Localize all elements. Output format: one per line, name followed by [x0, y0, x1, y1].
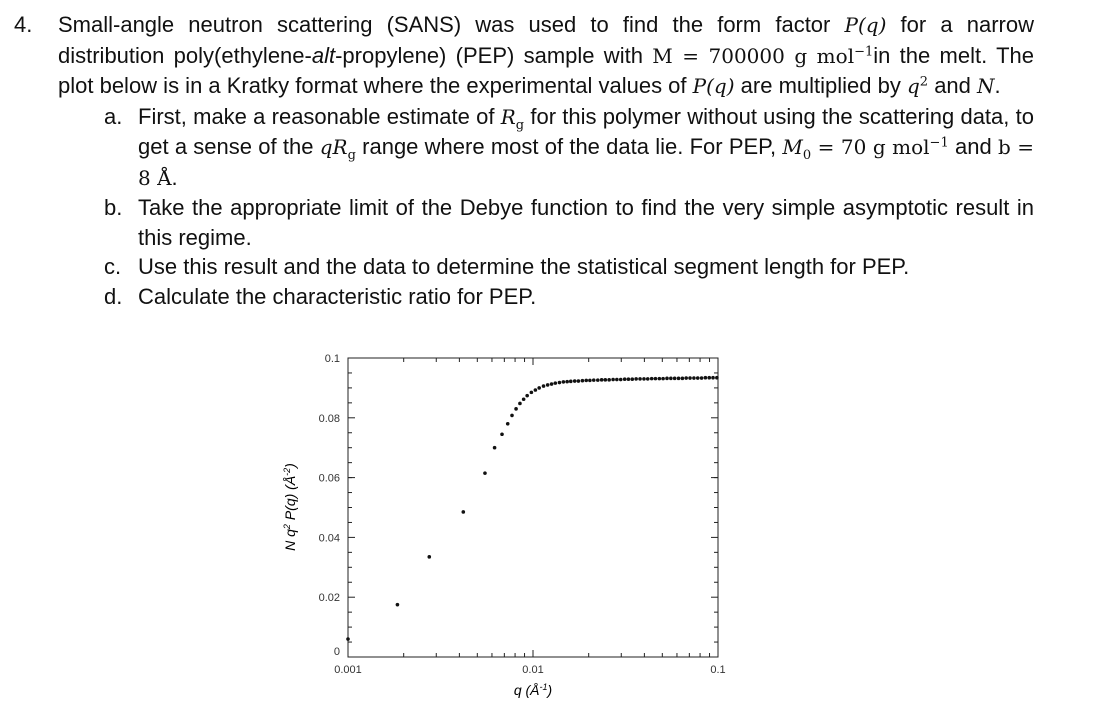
plot-frame [348, 358, 718, 657]
y-tick-label: 0.04 [318, 532, 340, 545]
data-point [707, 376, 711, 380]
math-R-sub: g [515, 117, 525, 133]
data-point [681, 377, 685, 381]
x-tick-label: 0.1 [710, 664, 726, 676]
data-point [493, 446, 497, 450]
intro-alt: alt [311, 42, 336, 68]
data-point [623, 377, 627, 381]
data-point [688, 376, 692, 380]
data-point [646, 377, 650, 381]
part-c [104, 252, 1034, 282]
data-point [569, 380, 573, 384]
data-point [692, 376, 696, 380]
data-point [642, 377, 646, 381]
y-tick-label: 0 [333, 646, 340, 658]
part-a-label: a. [104, 103, 123, 129]
math-b: b = 8 Å [138, 135, 1034, 190]
problem-intro-text [58, 10, 1034, 102]
data-point [483, 471, 487, 475]
data-point [554, 381, 558, 385]
data-point [506, 422, 510, 426]
data-point [565, 380, 569, 384]
part-a-t3: range where most of the data lie. For PEP, [362, 134, 777, 159]
data-point [684, 376, 688, 380]
part-c-label: c. [104, 254, 122, 279]
x-tick-label: 0.01 [522, 664, 544, 676]
data-point [558, 381, 562, 385]
data-point [630, 377, 634, 381]
data-point [711, 376, 715, 380]
data-point [550, 382, 554, 386]
data-point [584, 379, 588, 383]
data-point [534, 388, 538, 392]
x-axis-ticks [334, 358, 725, 676]
part-b-label: b. [104, 195, 123, 220]
math-M0-exp: −1 [929, 135, 949, 151]
math-qRg [319, 135, 356, 163]
y-tick-label: 0.06 [318, 472, 340, 485]
data-point [600, 378, 604, 382]
data-point [611, 378, 615, 382]
data-point [661, 377, 665, 381]
part-d-label: d. [104, 283, 123, 309]
data-points [346, 376, 718, 641]
data-point [700, 376, 704, 380]
y-tick-label: 0.1 [324, 353, 340, 365]
data-point [510, 414, 514, 418]
data-point [607, 378, 611, 382]
math-Pq-2: P(q) [692, 74, 735, 98]
part-b-text: Take the appropriate limit of the Debye function to find the very simple asymptotic result in this regime. [138, 195, 1034, 250]
data-point [704, 376, 708, 380]
problem-number: 4. [14, 12, 33, 37]
intro-text-3: -propylene) (PEP) sample with [335, 42, 643, 68]
y-tick-label: 0.02 [318, 592, 340, 605]
math-M-eq: M = 700000 g mol [652, 43, 855, 68]
y-tick-label: 0.08 [318, 412, 340, 425]
data-point [696, 376, 700, 380]
data-point [588, 379, 592, 383]
data-point [592, 378, 596, 382]
part-a-t4: and [954, 134, 992, 159]
part-c-text: Use this result and the data to determine the statistical segment length for PEP. [138, 254, 910, 279]
data-point [715, 376, 719, 380]
data-point [546, 383, 550, 387]
data-point [522, 397, 526, 401]
data-point [619, 378, 623, 382]
data-point [525, 394, 529, 398]
data-point [596, 378, 600, 382]
part-a-text [138, 102, 1034, 194]
math-M0-sub: 0 [802, 148, 812, 163]
data-point [514, 407, 518, 411]
math-q-exp: 2 [919, 74, 929, 90]
intro-text-2: for a narrow distribution poly(ethylene- [58, 12, 1034, 68]
part-a [104, 102, 1034, 194]
part-d-text: Calculate the characteristic ratio for PEP. [138, 283, 537, 309]
data-point [500, 432, 504, 436]
data-point [677, 377, 681, 381]
data-point [530, 391, 534, 395]
data-point [396, 603, 400, 607]
data-point [427, 555, 431, 559]
data-point [634, 377, 638, 381]
math-qR: qR [319, 135, 348, 159]
data-point [604, 378, 608, 382]
part-a-t5: . [171, 164, 178, 190]
data-point [537, 386, 541, 390]
intro-text-5: are multiplied by [740, 73, 901, 98]
data-point [650, 377, 654, 381]
data-point [654, 377, 658, 381]
data-point [627, 377, 631, 381]
math-q2 [907, 74, 928, 98]
data-point [518, 402, 522, 406]
part-a-t2: for this polymer without using the scattering data, to get a sense of the [138, 103, 1034, 159]
data-point [638, 377, 642, 381]
math-molar-mass [652, 44, 873, 68]
part-a-t1: First, make a reasonable estimate of [138, 103, 495, 129]
data-point [665, 377, 669, 381]
math-qR-sub: g [347, 148, 356, 163]
math-M-exp: −1 [854, 43, 874, 59]
y-axis-ticks [319, 353, 718, 658]
data-point [673, 377, 677, 381]
data-point [346, 637, 350, 641]
part-b [104, 193, 1034, 252]
intro-text-4: in the melt. The plot below is in a Kratky format where the experimental values of [58, 42, 1034, 98]
math-N: N [977, 74, 995, 98]
math-M0 [782, 135, 949, 163]
x-axis-label: q $(Å^{-1})$ [513, 682, 553, 698]
data-point [562, 380, 566, 384]
math-R: R [500, 104, 516, 129]
data-point [462, 510, 466, 514]
data-point [615, 378, 619, 382]
data-point [669, 377, 673, 381]
problem-intro [14, 10, 1034, 102]
math-M0-eq: = 70 g mol [817, 135, 930, 159]
kratky-plot [270, 340, 740, 710]
math-Rg [500, 104, 525, 133]
intro-end: . [994, 73, 1001, 98]
problem-statement [14, 10, 1034, 311]
math-M0-M: M [782, 135, 803, 159]
data-point [573, 379, 577, 383]
y-axis-label: N $q^2$ P(q) $(Å^{-2})$ [282, 463, 298, 551]
intro-text-1: Small-angle neutron scattering (SANS) was used to find the form factor [58, 12, 831, 37]
data-point [658, 377, 662, 381]
math-q: q [906, 74, 920, 98]
x-tick-label: 0.001 [334, 664, 362, 676]
data-point [581, 379, 585, 383]
math-Pq: P(q) [844, 13, 887, 37]
intro-text-6: and [934, 73, 971, 98]
data-point [542, 384, 546, 388]
data-point [577, 379, 581, 383]
part-d [104, 282, 1034, 312]
